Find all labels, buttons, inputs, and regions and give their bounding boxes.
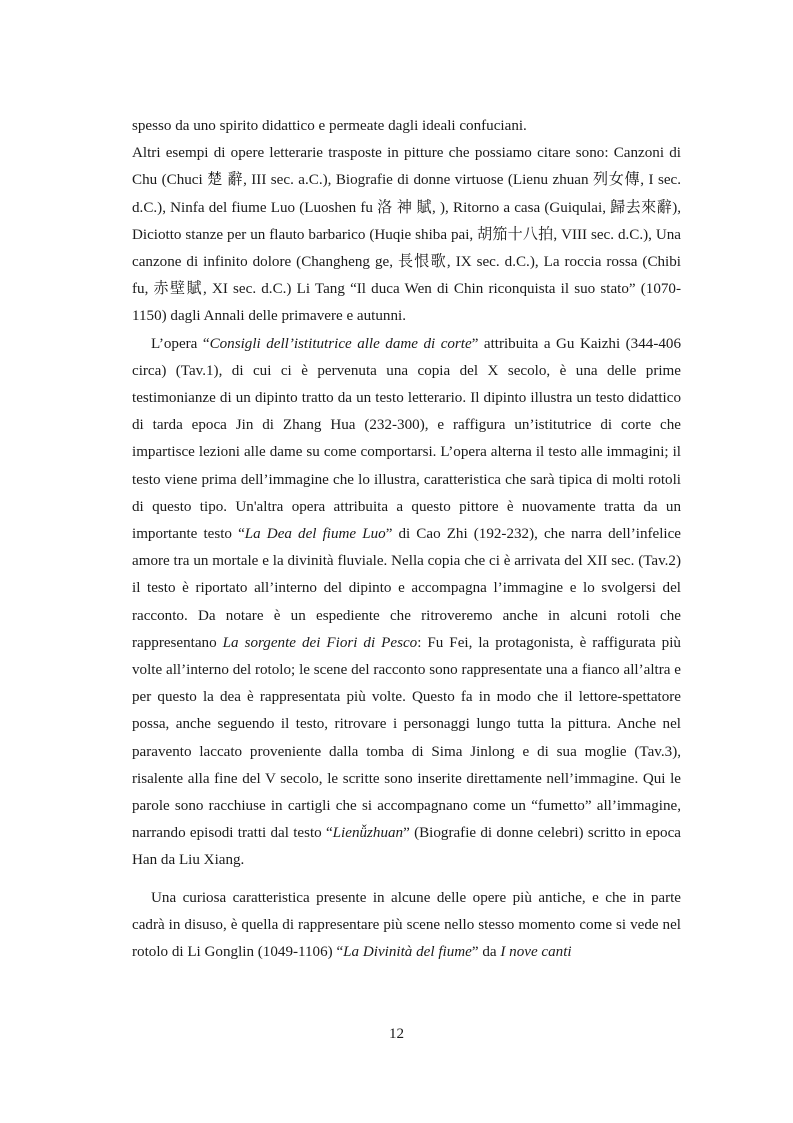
italic-title-text: La Dea del fiume Luo [244, 526, 386, 543]
italic-title-text: La Divinità del fiume [343, 944, 472, 961]
italic-title-text: Lienǚzhuan [332, 825, 404, 842]
paragraph-li-gonglin [132, 885, 681, 967]
document-body [132, 113, 681, 966]
italic-title-text: Consigli dell’istitutrice alle dame di corte [209, 335, 472, 352]
page-number: 12 [388, 1026, 405, 1042]
paragraph-continuation [132, 113, 681, 140]
italic-title-text: La sorgente dei Fiori di Pesco [222, 634, 418, 651]
text-run: L’opera “ [151, 335, 210, 352]
italic-title-text: I nove canti [500, 944, 572, 961]
text-run: : Fu Fei, la protagonista, è raffigurata più volte all’interno del rotolo; le scene del racconto sono rappresentate una a fianco all’altra e per questo la dea è rappresentata più volte. Questo fa in modo che il lettore-spettatore possa, anche seguendo il testo, ritrovare i personaggi lungo tutta la pittura. Anche nel paravento laccato proveniente dalla tomba di Sima Jinlong e di sua moglie (Tav.3), risalente alla fine del V secolo, le scritte sono inserite direttamente nell’immagine. Qui le parole sono racchiuse in cartigli che si accompagnano come un “fumetto” all’immagine, narrando episodi tratti dal testo “ [132, 634, 681, 842]
text-run: ” (Biografie di donne celebri) scritto in epoca Han da Liu Xiang. [132, 825, 681, 869]
text-run: spesso da uno spirito didattico e permeate dagli ideali confuciani. [132, 118, 527, 134]
text-run: Altri esempi di opere letterarie trasposte in pitture che possiamo citare sono: Canzoni di Chu (Chuci 楚 辭, III sec. a.C.), Biografie di donne virtuose (Lienu zhuan 列女傳, I sec. d.C.), Ninfa del fiume Luo (Luoshen fu 洛 神 賦, ), Ritorno a casa (Guiqulai, 歸去來辭), Diciotto stanze per un flauto barbarico (Huqie shiba pai, 胡笳十八拍, VIII sec. d.C.), Una canzone di infinito dolore (Changheng ge, 長恨歌, IX sec. d.C.), La roccia rossa (Chibi fu, 赤壁賦, XI sec. d.C.) Li Tang “Il duca Wen di Chin riconquista il suo stato” (1070-1150) dagli Annali delle primavere e autunni. [132, 145, 681, 325]
text-run: ” da [471, 944, 501, 961]
paragraph-literary-examples [132, 140, 681, 330]
text-run: ” di Cao Zhi (192-232), che narra dell’infelice amore tra un mortale e la divinità fluviale. Nella copia che ci è arrivata del XII sec. (Tav.2) il testo è riportato all’interno del dipinto e accompagna l’immagine e lo svolgersi del racconto. Da notare è un espediente che ritroveremo anche in alcuni rotoli che rappresentano [132, 526, 681, 651]
text-run: ” attribuita a Gu Kaizhi (344-406 circa) (Tav.1), di cui ci è pervenuta una copia del X secolo, è una delle prime testimonianze di un dipinto tratto da un testo letterario. Il dipinto illustra un testo didattico di tarda epoca Jin di Zhang Hua (232-300), e raffigura un’istitutrice di corte che impartisce lezioni alle dame su come comportarsi. L’opera alterna il testo alle immagini; il testo viene prima dell’immagine che lo illustra, caratteristica che sarà tipica di molti rotoli di questo tipo. Un'altra opera attribuita a questo pittore è nuovamente tratta da un importante testo “ [132, 335, 681, 543]
text-run: Una curiosa caratteristica presente in alcune delle opere più antiche, e che in parte cadrà in disuso, è quella di rappresentare più scene nello stesso momento come si vede nel rotolo di Li Gonglin (1049-1106) “ [132, 889, 681, 961]
paragraph-gu-kaizhi [132, 331, 681, 875]
